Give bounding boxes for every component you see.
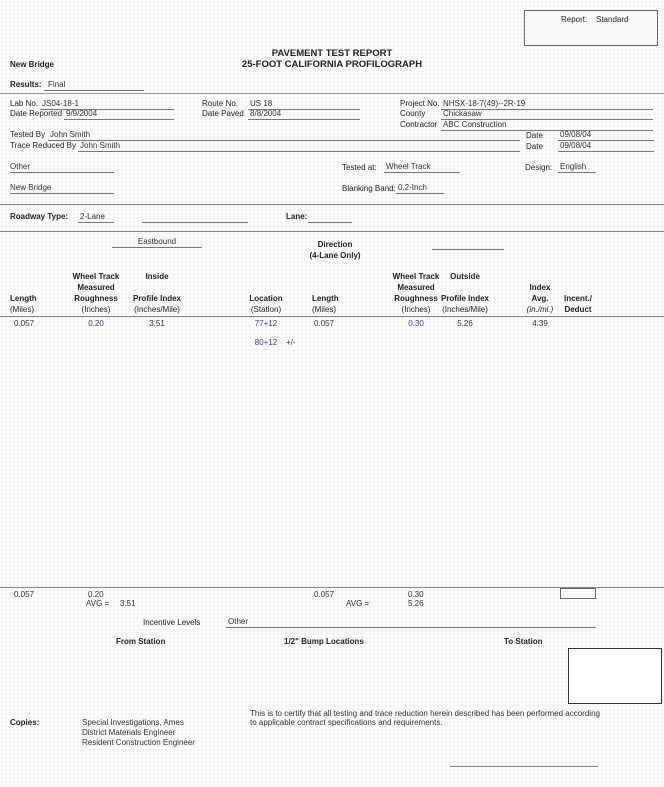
route-no-value: US 18 xyxy=(248,99,360,110)
col-profile-index-right: Profile Index xyxy=(440,294,489,303)
total-avg-right: 5.26 xyxy=(408,599,424,608)
route-no-label: Route No. xyxy=(202,99,239,108)
signature-line xyxy=(450,766,598,767)
col-measured-right: Measured xyxy=(397,283,435,292)
col-length-right-unit: (Miles) xyxy=(312,305,336,314)
col-outside: Outside xyxy=(450,272,480,281)
roadway-type-label: Roadway Type: xyxy=(10,212,69,221)
trace-reduced-value: John Smith xyxy=(78,141,520,152)
tested-at-value: Wheel Track xyxy=(384,162,460,173)
date-reported-label: Date Reported xyxy=(10,109,63,118)
total-avg-left: 3.51 xyxy=(120,599,136,608)
date-reported-value: 9/9/2004 xyxy=(64,109,174,120)
blanking-band-label: Blanking Band: xyxy=(342,184,396,193)
trace-reduced-label: Trace Reduced By xyxy=(10,141,76,150)
other-value: Other xyxy=(10,162,114,173)
col-profile-index-right-unit: (Inches/Mile) xyxy=(442,305,488,314)
lab-no-label: Lab No. xyxy=(10,99,39,108)
date2-value: 09/08/04 xyxy=(558,141,654,152)
bump-locations-label: 1/2" Bump Locations xyxy=(284,637,364,646)
project-no-label: Project No. xyxy=(400,99,440,108)
row-profile-left: 3.51 xyxy=(149,319,165,328)
report-type-box xyxy=(524,10,658,46)
lane-label: Lane: xyxy=(286,212,308,221)
roadway-blank xyxy=(142,212,248,223)
direction-label: Direction xyxy=(317,240,353,249)
date-paved-label: Date Paved xyxy=(202,109,244,118)
to-station-label: To Station xyxy=(504,637,543,646)
certify-line-2: to applicable contract specifications and requirements. xyxy=(250,718,443,727)
design-value: English xyxy=(558,162,596,173)
col-wheel-track-left: Wheel Track xyxy=(72,272,120,281)
copies-item-1: Special Investigations, Ames xyxy=(82,718,184,727)
project-no-value: NHSX-18-7(49)--2R-19 xyxy=(441,99,653,110)
incentive-label: Incentive Levels xyxy=(143,618,201,627)
col-inside: Inside xyxy=(145,272,169,281)
direction-right-value xyxy=(432,239,504,250)
row-roughness-left: 0.20 xyxy=(88,319,104,328)
direction-sublabel: (4-Lane Only) xyxy=(309,251,361,260)
col-index-unit: (in./mi.) xyxy=(526,305,554,314)
col-avg: Avg. xyxy=(531,294,549,303)
direction-left-value: Eastbound xyxy=(112,237,202,248)
row-index-avg: 4.39 xyxy=(532,319,548,328)
row-length-right: 0.057 xyxy=(314,319,335,328)
contractor-value: ABC Construction xyxy=(441,120,653,131)
report-label: Report: xyxy=(561,15,588,24)
blanking-band-value: 0.2-Inch xyxy=(396,183,444,194)
new-bridge-value: New Bridge xyxy=(10,183,114,194)
tested-by-value: John Smith xyxy=(48,130,520,141)
report-subtitle: 25-FOOT CALIFORNIA PROFILOGRAPH xyxy=(241,59,423,70)
lane-value xyxy=(308,212,352,223)
results-label: Results: xyxy=(10,80,42,89)
total-length-right: 0.057 xyxy=(314,590,335,599)
lab-no-value: JS04-18-1 xyxy=(40,99,174,110)
roadway-divider xyxy=(0,231,664,232)
incentive-value: Other xyxy=(226,617,596,628)
total-roughness-left: 0.20 xyxy=(88,590,104,599)
report-value: Standard xyxy=(596,15,629,24)
row-length-left: 0.057 xyxy=(14,319,35,328)
col-length-right: Length xyxy=(312,294,339,303)
col-profile-index-left: Profile Index xyxy=(132,294,181,303)
copies-item-3: Resident Construction Engineer xyxy=(82,738,195,747)
date2-label: Date xyxy=(526,142,543,151)
col-incent: Incent./ xyxy=(563,294,592,303)
col-location-unit: (Station) xyxy=(250,305,282,314)
col-measured-left: Measured xyxy=(77,283,115,292)
county-label: County xyxy=(400,109,426,118)
date1-value: 09/08/04 xyxy=(558,130,654,141)
roadway-type-value: 2-Lane xyxy=(78,212,114,223)
location-heading: New Bridge xyxy=(10,60,55,69)
total-avg-label-right: AVG = xyxy=(346,599,370,608)
row-profile-right: 5.26 xyxy=(457,319,473,328)
tested-at-label: Tested at: xyxy=(342,163,377,172)
col-location: Location xyxy=(249,294,283,303)
row-location-1: 77+12 xyxy=(254,319,278,328)
col-index: Index xyxy=(529,283,551,292)
col-roughness-right: Roughness xyxy=(394,294,438,303)
copies-label: Copies: xyxy=(10,718,40,727)
row-location-2: 80+12 xyxy=(254,338,278,347)
info-divider xyxy=(0,204,664,205)
from-station-label: From Station xyxy=(116,637,166,646)
results-divider xyxy=(0,93,664,94)
col-roughness-right-unit: (Inches) xyxy=(401,305,431,314)
results-value: Final xyxy=(44,80,144,91)
col-length-left-unit: (Miles) xyxy=(10,305,34,314)
signature-box xyxy=(568,648,662,704)
report-title: PAVEMENT TEST REPORT xyxy=(271,48,393,59)
total-roughness-right: 0.30 xyxy=(408,590,424,599)
county-value: Chickasaw xyxy=(441,109,653,120)
col-roughness-left: Roughness xyxy=(74,294,118,303)
col-profile-index-left-unit: (Inches/Mile) xyxy=(134,305,180,314)
date1-label: Date xyxy=(526,131,543,140)
date-paved-value: 8/8/2004 xyxy=(248,109,360,120)
copies-item-2: District Materials Engineer xyxy=(82,728,176,737)
total-avg-label-left: AVG = xyxy=(86,599,110,608)
incent-total-box xyxy=(560,588,596,599)
certify-line-1: This is to certify that all testing and trace reduction herein described has been performed according xyxy=(250,709,600,718)
row-roughness-right: 0.30 xyxy=(408,319,424,328)
design-label: Design: xyxy=(525,163,553,172)
total-length-left: 0.057 xyxy=(14,590,35,599)
col-deduct: Deduct xyxy=(564,305,592,314)
row-plus-minus: +/- xyxy=(286,338,296,347)
col-length-left: Length xyxy=(10,294,37,303)
col-roughness-left-unit: (Inches) xyxy=(81,305,111,314)
tested-by-label: Tested By xyxy=(10,130,46,139)
contractor-label: Contractor xyxy=(400,120,438,129)
col-wheel-track-right: Wheel Track xyxy=(392,272,440,281)
header-divider xyxy=(0,316,664,317)
